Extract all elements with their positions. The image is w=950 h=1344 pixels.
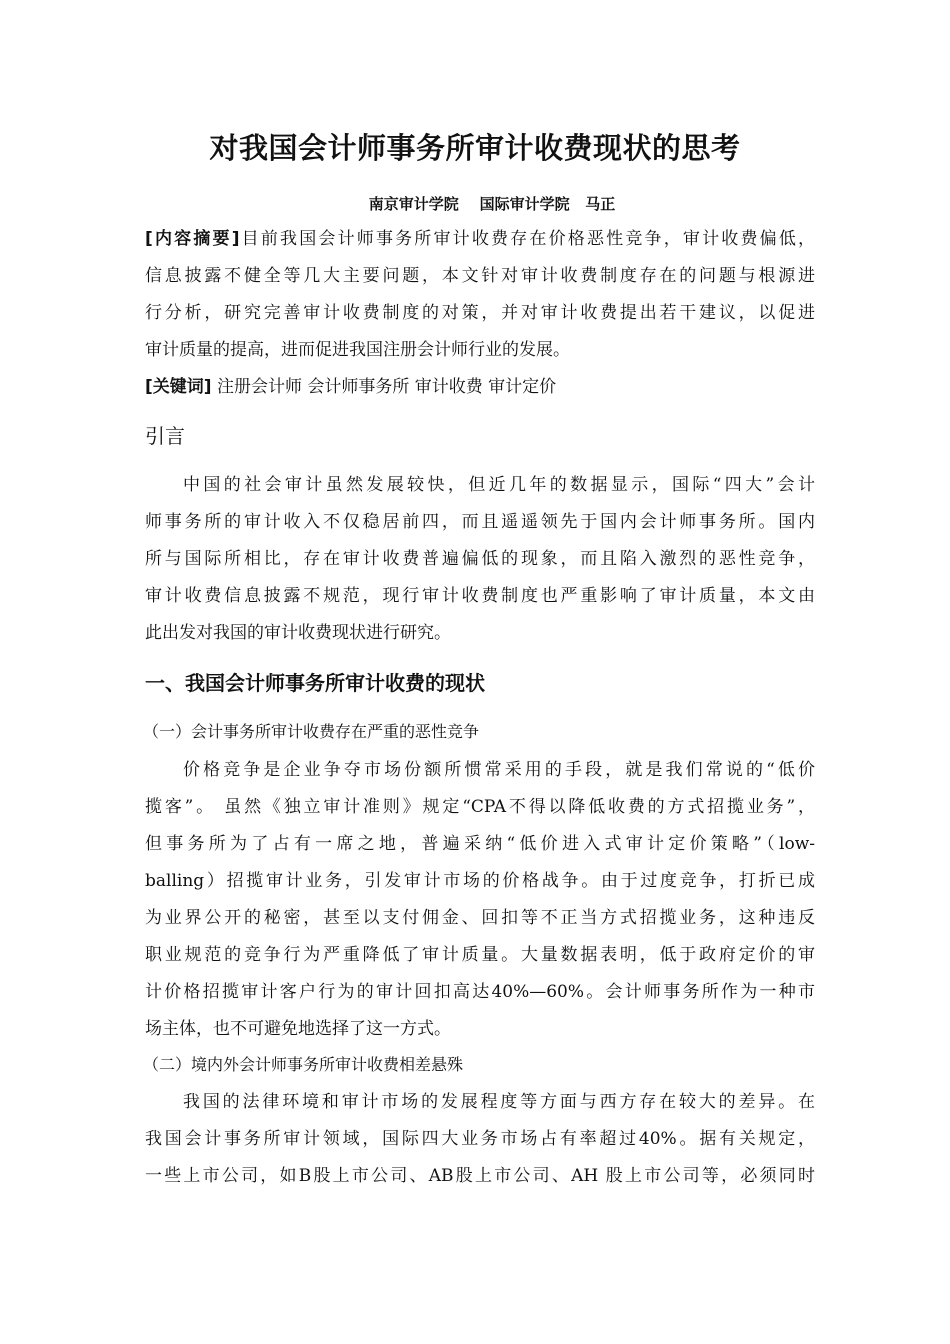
abstract-line-3: 行分析，研究完善审计收费制度的对策，并对审计收费提出若干建议，以促进 xyxy=(145,303,815,323)
intro-line-5: 此出发对我国的审计收费现状进行研究。 xyxy=(145,623,451,643)
intro-line-4: 审计收费信息披露不规范，现行审计收费制度也严重影响了审计质量，本文由 xyxy=(145,586,815,606)
sub1-line-8: 场主体，也不可避免地选择了这一方式。 xyxy=(145,1019,451,1039)
intro-line-2: 师事务所的审计收入不仅稳居前四，而且遥遥领先于国内会计师事务所。国内 xyxy=(145,512,815,532)
intro-line-3: 所与国际所相比，存在审计收费普遍偏低的现象，而且陷入激烈的恶性竞争， xyxy=(145,549,815,569)
sub2-line-1: 我国的法律环境和审计市场的发展程度等方面与西方存在较大的差异。在 xyxy=(183,1092,815,1112)
keywords-label: [关键词] xyxy=(145,377,212,397)
document-title: 对我国会计师事务所审计收费现状的思考 xyxy=(209,131,741,165)
section1-sub2-heading: （二）境内外会计师事务所审计收费相差悬殊 xyxy=(143,1055,464,1074)
keywords-line xyxy=(145,374,815,400)
abstract-line-2: 信息披露不健全等几大主要问题，本文针对审计收费制度存在的问题与根源进 xyxy=(145,266,815,286)
abstract-line-1: [内容摘要]目前我国会计师事务所审计收费存在价格恶性竞争，审计收费偏低， xyxy=(145,229,815,249)
author-byline: 南京审计学院 国际审计学院 马正 xyxy=(368,195,616,213)
keywords-text: 注册会计师 会计师事务所 审计收费 审计定价 xyxy=(211,377,557,397)
sub1-line-7: 计价格招揽审计客户行为的审计回扣高达40%—60%。会计师事务所作为一种市 xyxy=(145,982,815,1002)
abstract-line-4: 审计质量的提高，进而促进我国注册会计师行业的发展。 xyxy=(145,340,570,360)
sub2-line-3: 一些上市公司，如B股上市公司、AB股上市公司、AH 股上市公司等，必须同时 xyxy=(145,1166,815,1186)
sub1-line-5: 为业界公开的秘密，甚至以支付佣金、回扣等不正当方式招揽业务，这种违反 xyxy=(145,908,815,928)
section1-sub1-heading: （一）会计事务所审计收费存在严重的恶性竞争 xyxy=(143,722,480,741)
intro-heading: 引言 xyxy=(145,424,185,448)
sub2-line-2: 我国会计事务所审计领域，国际四大业务市场占有率超过40%。据有关规定， xyxy=(145,1129,815,1149)
abstract-label: [内容摘要] xyxy=(145,229,240,249)
sub1-line-3: 但事务所为了占有一席之地，普遍采纳“低价进入式审计定价策略”（low- xyxy=(145,834,815,854)
sub1-line-1: 价格竞争是企业争夺市场份额所惯常采用的手段，就是我们常说的“低价 xyxy=(183,760,815,780)
sub1-line-4: balling）招揽审计业务，引发审计市场的价格战争。由于过度竞争，打折已成 xyxy=(145,871,815,891)
sub1-line-2: 揽客”。 虽然《独立审计准则》规定“CPA不得以降低收费的方式招揽业务”， xyxy=(145,797,815,817)
intro-line-1: 中国的社会审计虽然发展较快，但近几年的数据显示，国际“四大”会计 xyxy=(183,475,815,495)
section1-heading: 一、我国会计师事务所审计收费的现状 xyxy=(145,671,485,695)
sub1-line-6: 职业规范的竞争行为严重降低了审计质量。大量数据表明，低于政府定价的审 xyxy=(145,945,815,965)
